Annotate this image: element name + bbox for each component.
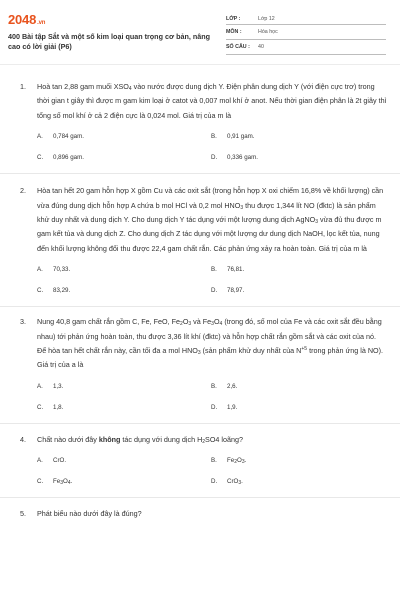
meta-label: LỚP :	[226, 15, 241, 22]
option-text: 0,896 gam.	[53, 154, 84, 162]
logo-domain: .vn	[37, 20, 46, 26]
answer-option[interactable]	[37, 280, 211, 301]
option-letter: B.	[211, 457, 217, 465]
question	[20, 184, 392, 256]
option-text: 0,336 gam.	[227, 154, 258, 162]
option-text: 0,784 gam.	[53, 133, 84, 141]
question-number: 1.	[20, 82, 26, 91]
option-text: 1,3.	[53, 382, 64, 390]
option-text: 1,8.	[53, 403, 64, 411]
question-number: 2.	[20, 186, 26, 196]
question-separator	[0, 306, 400, 307]
option-text: CrO.	[53, 457, 67, 465]
answer-options	[37, 126, 392, 168]
option-letter: A.	[37, 266, 43, 274]
question-number: 3.	[20, 317, 26, 327]
meta-table	[226, 13, 386, 55]
question	[20, 433, 392, 447]
answer-options	[37, 450, 392, 492]
option-text: 70,33.	[53, 266, 71, 274]
header-divider	[0, 64, 400, 65]
meta-value: 40	[258, 44, 264, 50]
option-text: 76,81.	[227, 266, 245, 274]
option-letter: D.	[211, 403, 218, 411]
option-letter: C.	[37, 403, 44, 411]
question-text: Phát biểu nào dưới đây là đúng?	[37, 509, 142, 519]
option-text: 0,91 gam.	[227, 133, 255, 141]
meta-label: SỐ CÂU :	[226, 44, 250, 50]
answer-option[interactable]	[211, 450, 385, 471]
header	[0, 0, 400, 62]
question-separator	[0, 173, 400, 174]
site-logo[interactable]	[8, 12, 45, 27]
answer-options	[37, 259, 392, 301]
option-letter: B.	[211, 382, 217, 390]
option-text: 83,29.	[53, 287, 71, 295]
question-text: Chất nào dưới đây không tác dụng với dung dịch $H_2SO4$ loãng?	[37, 434, 244, 445]
meta-row-subject	[226, 25, 386, 40]
meta-row-class	[226, 13, 386, 25]
question-list	[20, 80, 392, 522]
meta-value: Hóa học	[258, 29, 278, 35]
option-letter: A.	[37, 382, 43, 390]
answer-option[interactable]	[211, 280, 385, 301]
answer-option[interactable]	[211, 147, 385, 168]
answer-option[interactable]	[37, 450, 211, 471]
option-text: $Fe_3O_4$.	[53, 478, 73, 487]
page-title: 400 Bài tập Sắt và một số kim loại quan trọng cơ bản, nâng cao có lời giải (P6)	[8, 32, 211, 51]
answer-option[interactable]	[37, 147, 211, 168]
option-letter: B.	[211, 133, 217, 141]
question-text: Hoà tan 2,88 gam muối $XSO_4$ vào nước được dung dịch Y. Điện phân dung dịch Y (với điện cực trơ) trong thời gian t giây thì được m gam kim loại ở catot và 0,007 mol khí ở anot. Nếu thời gian điện phân là 2t giây thì tổng số mol khí ở cả 2 điện cực là 0,024 mol. Giá trị của m là	[37, 82, 387, 120]
option-text: 78,97.	[227, 287, 245, 295]
answer-option[interactable]	[37, 259, 211, 280]
option-text: $Fe_2O_3$.	[227, 457, 247, 466]
meta-label: MÔN :	[226, 29, 242, 35]
option-text: CrO$_3$.	[227, 478, 243, 487]
answer-option[interactable]	[211, 397, 385, 418]
option-letter: C.	[37, 154, 44, 162]
option-letter: D.	[211, 287, 218, 295]
logo-main: 2048	[8, 12, 37, 27]
answer-option[interactable]	[211, 376, 385, 397]
question-number: 4.	[20, 434, 26, 444]
question-separator	[0, 497, 400, 498]
answer-option[interactable]	[37, 376, 211, 397]
option-letter: C.	[37, 478, 44, 486]
answer-option[interactable]	[211, 471, 385, 492]
option-letter: C.	[37, 287, 44, 295]
question-text: Nung 40,8 gam chất rắn gồm C, Fe, FeO, $Fe_2O_3$ và $Fe_3O_4$ (trong đó, số mol của Fe và các oxit sắt đều bằng nhau) tới phản ứng hoàn toàn, thu được 3,36 lít khí (đktc) và hỗn hợp chất rắn gồm sắt và các oxit của nó. Để hòa tan hết chất rắn này, cần tối đa a mol $HNO_3$ (sản phẩm khử duy nhất của $N^{+5}$ trong phản ứng là NO). Giá trị của a là	[37, 317, 384, 370]
question-separator	[0, 423, 400, 424]
question-number: 5.	[20, 509, 26, 519]
answer-option[interactable]	[37, 126, 211, 147]
question	[20, 315, 392, 373]
option-text: 1,9.	[227, 403, 238, 411]
answer-option[interactable]	[211, 259, 385, 280]
meta-row-count	[226, 40, 386, 55]
option-text: 2,6.	[227, 382, 238, 390]
option-letter: D.	[211, 478, 218, 486]
option-letter: B.	[211, 266, 217, 274]
option-letter: A.	[37, 133, 43, 141]
answer-option[interactable]	[37, 471, 211, 492]
question-text: Hòa tan hết 20 gam hỗn hợp X gồm Cu và các oxit sắt (trong hỗn hợp X oxi chiếm 16,8% về khối lượng) cần vừa đúng dung dịch hỗn hợp A chứa b mol HCl và 0,2 mol $HNO_3$ thu được 1,344 lít NO (đktc) là sản phẩm khử duy nhất và dung dịch Y. Cho dung dịch Y tác dụng với một lượng dung dịch AgNO$_3$ vừa đủ thu được m gam kết tủa và dung dịch Z. Cho dung dịch Z tác dụng với một lượng dư dung dịch NaOH, lọc kết tủa, nung đến khối lượng không đổi thu được 22,4 gam chất rắn. Các phản ứng xảy ra hoàn toàn. Giá trị của m là	[37, 186, 384, 253]
question	[20, 507, 392, 521]
option-letter: A.	[37, 457, 43, 465]
answer-option[interactable]	[37, 397, 211, 418]
option-letter: D.	[211, 154, 218, 162]
meta-value: Lớp 12	[258, 15, 275, 22]
question	[20, 80, 392, 123]
answer-option[interactable]	[211, 126, 385, 147]
answer-options	[37, 376, 392, 418]
